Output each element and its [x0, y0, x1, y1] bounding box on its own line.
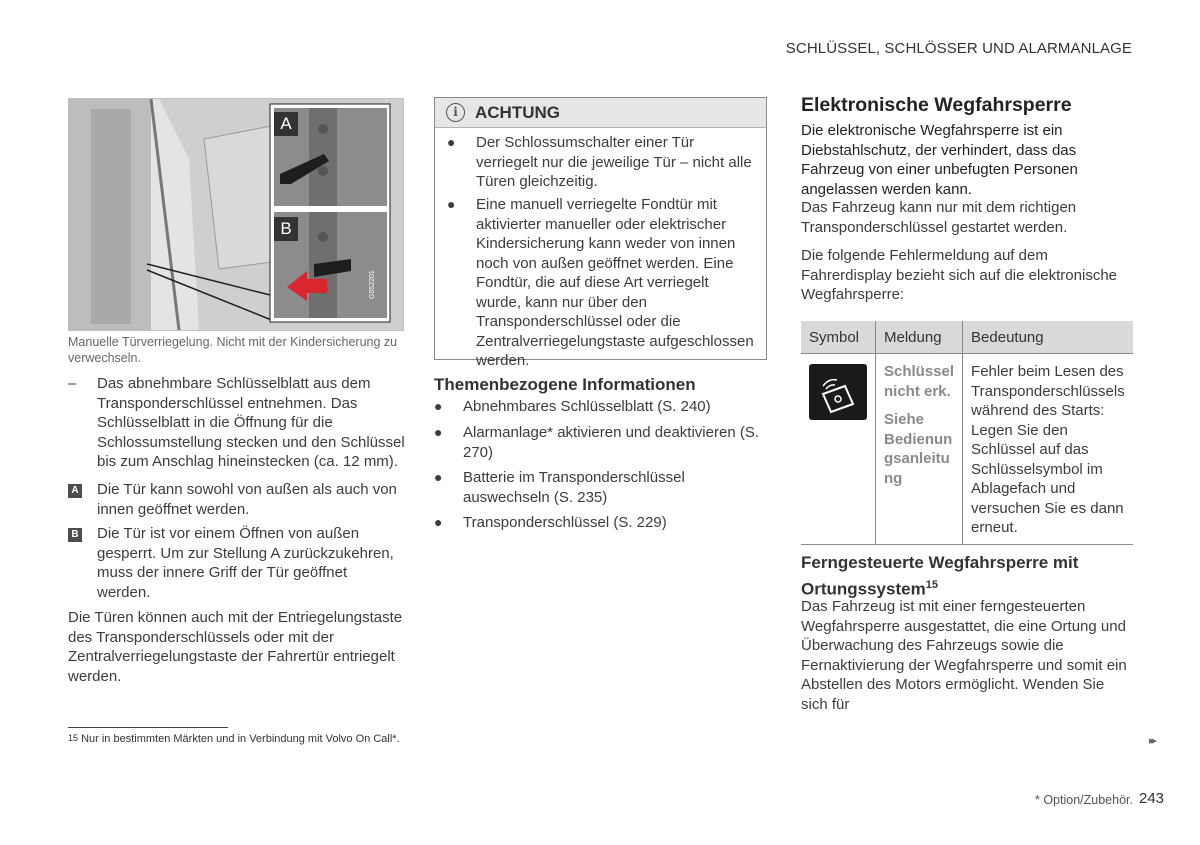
footnote-ref: 15	[925, 579, 938, 591]
warning-title: ACHTUNG	[475, 103, 560, 122]
warning-header	[435, 98, 766, 128]
running-header: SCHLÜSSEL, SCHLÖSSER UND ALARMANLAGE	[785, 40, 1132, 57]
col-message: Meldung	[876, 321, 963, 354]
error-table	[801, 321, 1133, 545]
related-link[interactable]	[434, 423, 764, 462]
position-b-label: B	[274, 217, 298, 241]
warning-item	[447, 133, 757, 192]
remote-immobilizer-paragraph: Das Fahrzeug ist mit einer ferngesteuerten Wegfahrsperre ausgestattet, die eine Ortung und Überwachung des Fahrzeugs sowie die Fernaktivierung der Wegfahrsperre und somit ein Abstellen des Motors ermöglicht. Wenden Sie sich für	[801, 598, 1127, 713]
step-text: Das abnehmbare Schlüsselblatt aus dem Transponderschlüssel entnehmen. Das Schlüsselblatt in die Öffnung für die Schlossumstellung stecken und den Schlüssel bis zum Anschlag hineinstecken (ca. 12 mm).	[97, 375, 405, 470]
related-link[interactable]	[434, 513, 764, 533]
message-cell	[876, 354, 963, 545]
figure-caption: Manuelle Türverriegelung. Nicht mit der Kindersicherung zu verwechseln.	[68, 335, 398, 365]
related-link-text[interactable]: Batterie im Transponderschlüssel auswechseln (S. 235)	[463, 469, 685, 506]
unlock-paragraph: Die Türen können auch mit der Entriegelungstaste des Transponderschlüssels oder mit der Zentralverriegelungstaste der Fahrertür entriegelt werden.	[68, 609, 403, 685]
col-meaning: Bedeutung	[963, 321, 1133, 354]
key-not-detected-icon	[809, 364, 867, 420]
bullet: ●	[447, 196, 456, 212]
message-primary: Schlüssel nicht erk.	[884, 363, 955, 400]
bullet: ●	[434, 514, 443, 530]
result-a	[68, 480, 408, 519]
continue-arrows-icon: ▸▸	[1149, 735, 1155, 747]
page-number: 243	[1139, 790, 1165, 807]
position-a-label: A	[274, 112, 298, 136]
footnote	[68, 733, 400, 745]
message-secondary: Siehe Bedienungsanleitung	[884, 411, 953, 487]
option-note: * Option/Zubehör.	[1035, 793, 1133, 807]
related-heading: Themenbezogene Informationen	[434, 375, 696, 394]
result-b	[68, 524, 398, 602]
footnote-rule	[68, 727, 228, 728]
door-lock-drawing	[69, 99, 403, 330]
footnote-number: 15	[68, 733, 79, 743]
tag-a: A	[68, 484, 82, 498]
footnote-text: Nur in bestimmten Märkten und in Verbindung mit Volvo On Call*.	[81, 733, 400, 745]
related-link-text[interactable]: Abnehmbares Schlüsselblatt (S. 240)	[463, 398, 711, 415]
bullet: ●	[447, 134, 456, 150]
related-link[interactable]	[434, 468, 764, 507]
result-a-text: Die Tür kann sowohl von außen als auch von innen geöffnet werden.	[97, 481, 397, 518]
paragraph-error: Die folgende Fehlermeldung auf dem Fahrerdisplay bezieht sich auf die elektronische Wegfahrsperre:	[801, 247, 1118, 303]
meaning-cell: Fehler beim Lesen des Transponderschlüssels während des Starts: Legen Sie den Schlüssel auf das Schlüsselsymbol im Ablagefach und versuchen Sie es dann erneut.	[963, 354, 1133, 545]
tag-b: B	[68, 528, 82, 542]
symbol-cell	[801, 354, 876, 545]
result-b-text: Die Tür ist vor einem Öffnen von außen gesperrt. Um zur Stellung A zurückzukehren, muss der innere Griff der Tür geöffnet werden.	[97, 525, 394, 601]
related-link[interactable]	[434, 397, 764, 417]
warning-box	[434, 97, 767, 369]
step-dash: –	[68, 375, 77, 392]
section-title: Elektronische Wegfahrsperre	[801, 94, 1072, 116]
subsection-title-text: Ferngesteuerte Wegfahrsperre mit Ortungssystem	[801, 553, 1079, 599]
warning-item-text: Der Schlossumschalter einer Tür verriegelt nur die jeweilige Tür – nicht alle Türen gleichzeitig.	[476, 134, 752, 190]
door-lock-illustration	[68, 98, 404, 331]
bullet: ●	[434, 469, 443, 485]
subsection-title	[801, 551, 1121, 601]
paragraph-transponder: Das Fahrzeug kann nur mit dem richtigen Transponderschlüssel gestartet werden.	[801, 199, 1077, 236]
instruction-step	[68, 374, 408, 472]
warning-item-text: Eine manuell verriegelte Fondtür mit aktivierter manueller oder elektrischer Kindersicherung kann weder von innen noch von außen geöffnet werden. Eine Fondtür, die auf diese Art verriegelt wurde, kann nur über den Transponderschlüssel oder die Zentralverriegelungstaste aufgeschlossen werden.	[476, 196, 754, 369]
bullet: ●	[434, 398, 443, 414]
related-link-text[interactable]: Alarmanlage* aktivieren und deaktivieren (S. 270)	[463, 424, 759, 461]
bullet: ●	[434, 424, 443, 440]
figure-code: G052201	[369, 270, 376, 299]
related-link-text[interactable]: Transponderschlüssel (S. 229)	[463, 514, 667, 531]
warning-item	[447, 195, 757, 371]
col-symbol: Symbol	[801, 321, 876, 354]
info-icon: i	[446, 103, 465, 122]
intro-paragraph: Die elektronische Wegfahrsperre ist ein Diebstahlschutz, der verhindert, dass das Fahrzeug von einer unbefugten Personen angelassen werden kann.	[801, 122, 1078, 198]
